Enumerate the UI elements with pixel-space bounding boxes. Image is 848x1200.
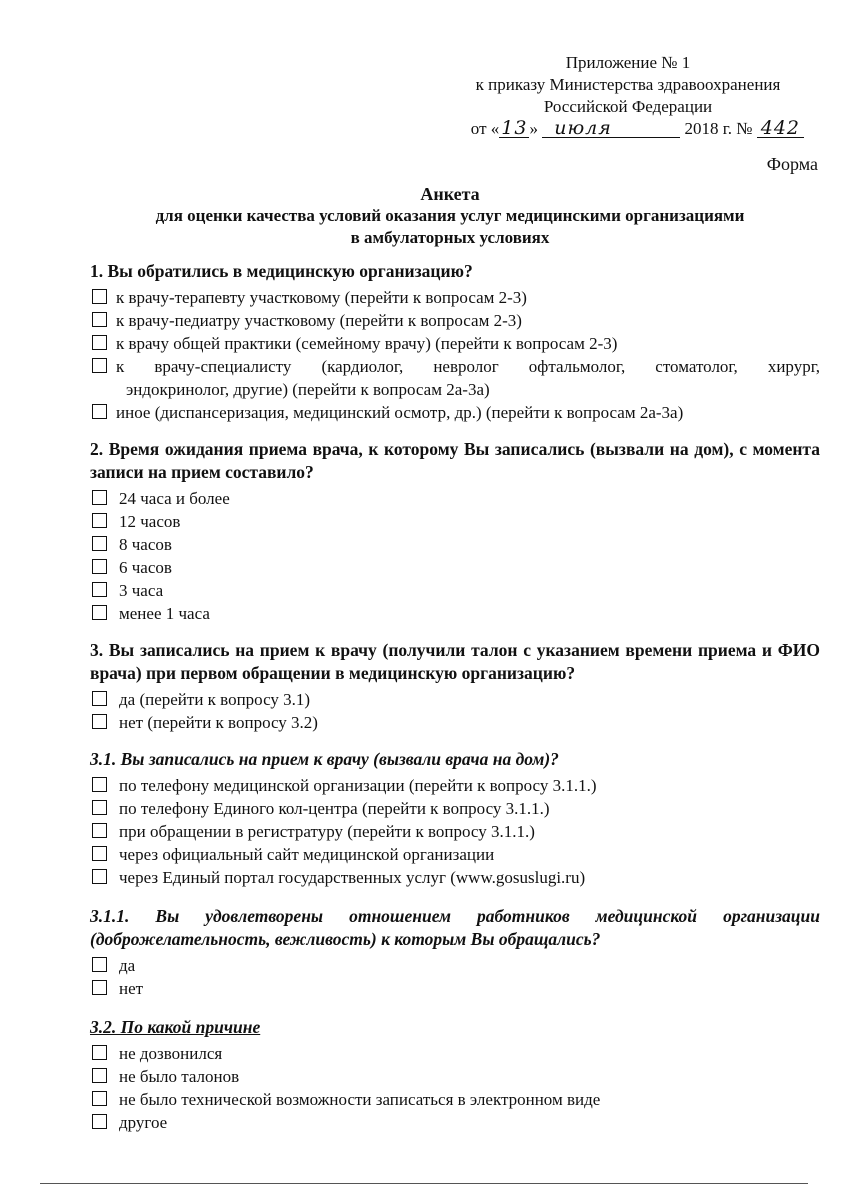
q2-option[interactable]: 8 часов [90, 533, 820, 556]
q3-1-option[interactable]: через Единый портал государственных услуг (www.gosuslugi.ru) [90, 866, 820, 889]
q2-option[interactable]: менее 1 часа [90, 602, 820, 625]
checkbox[interactable] [92, 691, 107, 706]
order-number: 442 [757, 119, 804, 138]
appendix-order: к приказу Министерства здравоохранения [475, 75, 781, 94]
q3-option[interactable]: да (перейти к вопросу 3.1) [90, 688, 820, 711]
checkbox[interactable] [92, 1068, 107, 1083]
q3-2-option[interactable]: не было талонов [90, 1065, 820, 1088]
appendix-number: Приложение № 1 [565, 53, 691, 72]
checkbox[interactable] [92, 800, 107, 815]
q3-1-option[interactable]: по телефону медицинской организации (перейти к вопросу 3.1.1.) [90, 774, 820, 797]
q2-option[interactable]: 3 часа [90, 579, 820, 602]
checkbox[interactable] [92, 358, 107, 373]
appendix-ministry: Российской Федерации [543, 97, 713, 116]
title-line-3: в амбулаторных условиях [350, 228, 550, 247]
q1-option[interactable]: к врачу общей практики (семейному врачу) (перейти к вопросам 2-3) [90, 332, 820, 355]
title-line-2: для оценки качества условий оказания услуг медицинскими организациями [155, 206, 745, 225]
appendix-header [448, 52, 808, 140]
q2-option[interactable]: 12 часов [90, 510, 820, 533]
q3-1-1-option[interactable]: да [90, 954, 820, 977]
q2-option[interactable]: 24 часа и более [90, 487, 820, 510]
survey-title [80, 183, 820, 249]
q3-2-option[interactable]: не дозвонился [90, 1042, 820, 1065]
checkbox[interactable] [92, 605, 107, 620]
q3-1-option[interactable]: через официальный сайт медицинской организации [90, 843, 820, 866]
checkbox[interactable] [92, 490, 107, 505]
q3-1-1-option[interactable]: нет [90, 977, 820, 1000]
q1-option[interactable]: иное (диспансеризация, медицинский осмотр, др.) (перейти к вопросам 2а-3а) [90, 401, 820, 424]
checkbox[interactable] [92, 823, 107, 838]
checkbox[interactable] [92, 513, 107, 528]
checkbox[interactable] [92, 714, 107, 729]
checkbox[interactable] [92, 404, 107, 419]
checkbox[interactable] [92, 536, 107, 551]
survey-content [90, 260, 820, 1134]
checkbox[interactable] [92, 957, 107, 972]
question-3: 3. Вы записались на прием к врачу (получили талон с указанием времени приема и ФИО врача) при первом обращении в медицинскую организацию? [90, 640, 820, 683]
q2-option[interactable]: 6 часов [90, 556, 820, 579]
checkbox[interactable] [92, 1091, 107, 1106]
question-2: 2. Время ожидания приема врача, к которому Вы записались (вызвали на дом), с момента записи на прием составило? [90, 439, 820, 482]
q1-option[interactable]: к врачу-педиатру участковому (перейти к вопросам 2-3) [90, 309, 820, 332]
q1-option[interactable]: к врачу-специалисту (кардиолог, невролог офтальмолог, стоматолог, хирург, эндокринолог, другие) (перейти к вопросам 2а-3а) [90, 355, 820, 401]
question-3-2: 3.2. По какой причине [90, 1017, 261, 1037]
q3-2-option[interactable]: не было технической возможности записаться в электронном виде [90, 1088, 820, 1111]
checkbox[interactable] [92, 777, 107, 792]
page-bottom-rule [40, 1183, 808, 1184]
q3-1-option[interactable]: при обращении в регистратуру (перейти к вопросу 3.1.1.) [90, 820, 820, 843]
checkbox[interactable] [92, 1045, 107, 1060]
checkbox[interactable] [92, 335, 107, 350]
form-label: Форма [766, 154, 818, 174]
order-day: 13 [501, 117, 528, 139]
order-date-line: от « 13 » июля 2018 г. № 442 [448, 118, 808, 140]
order-month: июля [542, 119, 680, 138]
checkbox[interactable] [92, 846, 107, 861]
q3-1-option[interactable]: по телефону Единого кол-центра (перейти к вопросу 3.1.1.) [90, 797, 820, 820]
checkbox[interactable] [92, 582, 107, 597]
title-line-1: Анкета [420, 184, 480, 204]
checkbox[interactable] [92, 869, 107, 884]
question-3-1: 3.1. Вы записались на прием к врачу (вызвали врача на дом)? [90, 749, 559, 769]
checkbox[interactable] [92, 312, 107, 327]
checkbox[interactable] [92, 1114, 107, 1129]
q1-option[interactable]: к врачу-терапевту участковому (перейти к вопросам 2-3) [90, 286, 820, 309]
question-1: 1. Вы обратились в медицинскую организацию? [90, 261, 473, 281]
checkbox[interactable] [92, 559, 107, 574]
checkbox[interactable] [92, 289, 107, 304]
checkbox[interactable] [92, 980, 107, 995]
q3-option[interactable]: нет (перейти к вопросу 3.2) [90, 711, 820, 734]
question-3-1-1: 3.1.1. Вы удовлетворены отношением работников медицинской организации (доброжелательность, вежливость) к которым Вы обращались? [90, 906, 820, 949]
q3-2-option[interactable]: другое [90, 1111, 820, 1134]
